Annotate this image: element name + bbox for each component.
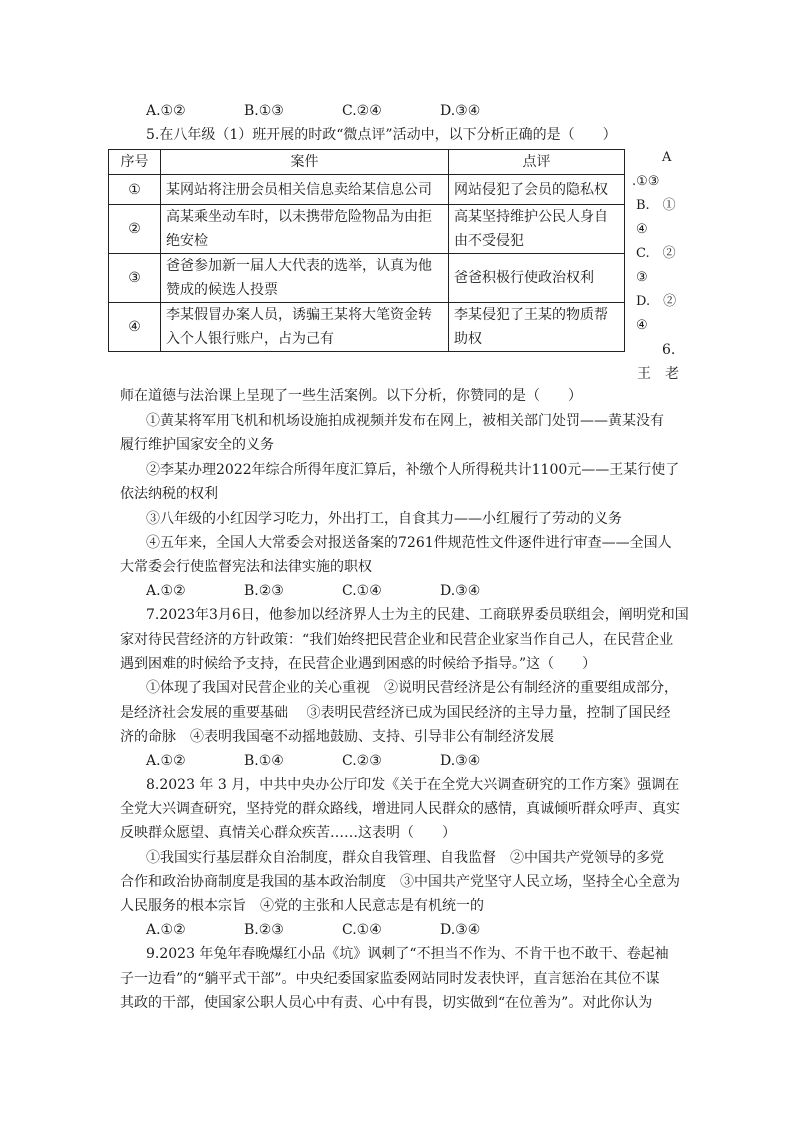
q9-stem-2: 子一边看”的“躺平式干部”。中央纪委国家监委网站同时发表快评，直言惩治在其位不谋 xyxy=(120,971,660,987)
q6-item-3: ③八年级的小红因学习吃力，外出打工，自食其力——小红履行了劳动的义务 xyxy=(146,511,622,527)
q8-option-c: C.①④ xyxy=(342,922,382,938)
header-comment: 点评 xyxy=(449,150,625,175)
q6-options xyxy=(146,580,538,602)
table-row xyxy=(109,205,625,254)
q8-stem-3: 反映群众愿望、真情关心群众疾苦……这表明（ ） xyxy=(120,825,456,841)
q6-item-4: ④五年来，全国人大常委会对报送备案的7261件规范性文件逐件进行审查——全国人 xyxy=(146,535,672,551)
q5-side-option: D. ② xyxy=(636,294,677,309)
q8-options xyxy=(146,919,538,941)
q8-item-2: 合作和政治协商制度是我国的基本政治制度 ③中国共产党坚守人民立场，坚持全心全意为 xyxy=(120,874,680,890)
q5-case-table xyxy=(108,149,625,352)
q7-options xyxy=(146,750,538,772)
q4-option-d: D.③④ xyxy=(440,103,481,119)
q7-stem-2: 家对待民营经济的方针政策：“我们始终把民营企业和民营企业家当作自己人，在民营企业 xyxy=(120,632,674,648)
table-row xyxy=(109,254,625,303)
q8-item-1: ①我国实行基层群众自治制度，群众自我管理、自我监督 ②中国共产党领导的多党 xyxy=(146,850,664,866)
q7-stem-3: 遇到困难的时候给予支持，在民营企业遇到困惑的时候给予指导。”这（ ） xyxy=(120,656,597,672)
row-comment: 李某侵犯了王某的物质帮助权 xyxy=(449,303,625,352)
header-case: 案件 xyxy=(161,150,449,175)
q4-option-c: C.②④ xyxy=(342,103,382,119)
q8-stem-1: 8.2023 年 3 月，中共中央办公厅印发《关于在全党大兴调查研究的工作方案》强调在 xyxy=(146,777,680,793)
row-comment: 爸爸积极行使政治权利 xyxy=(449,254,625,303)
row-number: ③ xyxy=(109,254,161,303)
q6-option-d: D.③④ xyxy=(440,583,481,599)
q6-option-b: B.②③ xyxy=(244,583,284,599)
q8-option-b: B.②③ xyxy=(244,922,284,938)
q6-item-2: ②李某办理2022年综合所得年度汇算后，补缴个人所得税共计1100元——王某行使了 xyxy=(146,462,680,478)
q5-side-option: ③ xyxy=(636,270,648,285)
q8-option-a: A.①② xyxy=(146,922,186,938)
table-row xyxy=(109,303,625,352)
q9-stem-3: 其政的干部，使国家公职人员心中有责、心中有畏，切实做到“在位善为”。对此你认为 xyxy=(120,995,653,1011)
q5-side-option: .①③ xyxy=(632,174,660,189)
q5-side-option: ④ xyxy=(636,318,648,333)
q9-stem-1: 9.2023 年兔年春晚爆红小品《坑》讽刺了“不担当不作为、不肯干也不敢干、卷起袖 xyxy=(146,946,669,962)
q6-item-4-cont: 大常委会行使监督宪法和法律实施的职权 xyxy=(120,559,372,575)
row-case: 某网站将注册会员相关信息卖给某信息公司 xyxy=(161,175,449,205)
q8-stem-2: 全党大兴调查研究，坚持党的群众路线，增进同人民群众的感情，真诚倾听群众呼声、真实 xyxy=(120,801,680,817)
q7-item-2: 是经济社会发展的重要基础 ③表明民营经济已成为国民经济的主导力量，控制了国民经 xyxy=(120,705,671,721)
q7-stem-1: 7.2023年3月6日，他参加以经济界人士为主的民建、工商联界委员联组会，阐明党和国 xyxy=(146,607,689,623)
q6-lead-2: 王 老 xyxy=(637,366,679,382)
row-comment: 网站侵犯了会员的隐私权 xyxy=(449,175,625,205)
q6-item-1-cont: 履行维护国家安全的义务 xyxy=(120,437,274,453)
q4-options xyxy=(146,100,538,122)
row-number: ② xyxy=(109,205,161,254)
q7-option-a: A.①② xyxy=(146,753,186,769)
q6-lead: 6. xyxy=(662,342,676,358)
header-number: 序号 xyxy=(109,150,161,175)
q4-option-a: A.①② xyxy=(146,103,186,119)
row-number: ① xyxy=(109,175,161,205)
row-case: 高某乘坐动车时，以未携带危险物品为由拒绝安检 xyxy=(161,205,449,254)
q6-option-c: C.①④ xyxy=(342,583,382,599)
q5-side-option: C. ② xyxy=(636,246,676,261)
table-header-row xyxy=(109,150,625,175)
row-case: 爸爸参加新一届人大代表的选举，认真为他赞成的候选人投票 xyxy=(161,254,449,303)
q7-item-3: 济的命脉 ④表明我国毫不动摇地鼓励、支持、引导非公有制经济发展 xyxy=(120,729,554,745)
q8-option-d: D.③④ xyxy=(440,922,481,938)
q7-option-b: B.①④ xyxy=(244,753,284,769)
row-case: 李某假冒办案人员，诱骗王某将大笔资金转入个人银行账户，占为己有 xyxy=(161,303,449,352)
q5-side-option: A xyxy=(662,150,672,165)
q7-option-d: D.③④ xyxy=(440,753,481,769)
q5-side-option: ④ xyxy=(636,222,648,237)
q6-option-a: A.①② xyxy=(146,583,186,599)
q6-item-1: ①黄某将军用飞机和机场设施拍成视频并发布在网上，被相关部门处罚——黄某没有 xyxy=(146,413,664,429)
q6-stem: 师在道德与法治课上呈现了一些生活案例。以下分析，你赞同的是（ ） xyxy=(120,388,582,404)
q6-item-2-cont: 依法纳税的权利 xyxy=(120,486,218,502)
q7-item-1: ①体现了我国对民营企业的关心重视 ②说明民营经济是公有制经济的重要组成部分， xyxy=(146,680,678,696)
row-number: ④ xyxy=(109,303,161,352)
q7-option-c: C.②③ xyxy=(342,753,382,769)
q4-option-b: B.①③ xyxy=(244,103,284,119)
q8-item-3: 人民服务的根本宗旨 ④党的主张和人民意志是有机统一的 xyxy=(120,898,484,914)
table-row xyxy=(109,175,625,205)
q5-stem: 5.在八年级（1）班开展的时政“微点评”活动中，以下分析正确的是（ ） xyxy=(146,127,617,143)
q5-side-option: B. ① xyxy=(636,198,676,213)
row-comment: 高某坚持维护公民人身自由不受侵犯 xyxy=(449,205,625,254)
